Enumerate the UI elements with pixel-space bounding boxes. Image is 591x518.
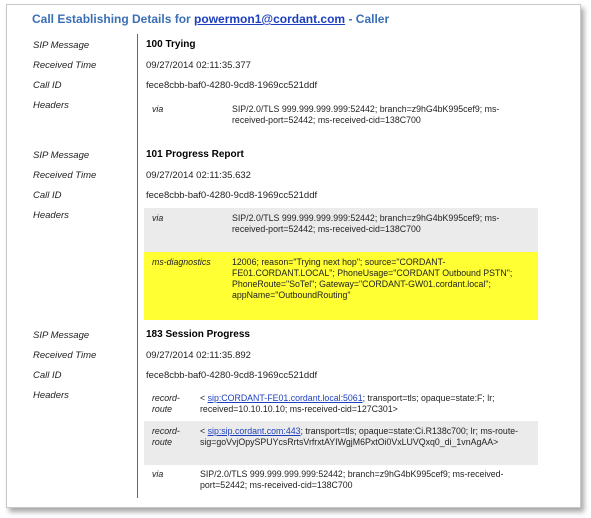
- header-key: via: [152, 104, 164, 114]
- call-id-value: fece8cbb-baf0-4280-9cd8-1969cc521ddf: [146, 370, 318, 381]
- header-key: record-route: [152, 393, 180, 414]
- header-value: < sip:CORDANT-FE01.cordant.local:5061; transport=tls; opaque=state:F; lr; received=10.10.10.10; ms-received-cid=127C301>: [200, 393, 495, 414]
- call-id-value: fece8cbb-baf0-4280-9cd8-1969cc521ddf: [146, 80, 318, 91]
- header-key: via: [152, 469, 164, 479]
- sip-message-value: 101 Progress Report: [146, 149, 244, 160]
- call-id-label: Call ID: [33, 80, 62, 91]
- call-id-label: Call ID: [33, 370, 62, 381]
- call-id-value: fece8cbb-baf0-4280-9cd8-1969cc521ddf: [146, 190, 318, 201]
- received-time-value: 09/27/2014 02:11:35.377: [146, 60, 251, 71]
- page-title: [32, 12, 389, 26]
- sip-message-label: SIP Message: [33, 330, 90, 341]
- column-divider: [137, 34, 138, 498]
- headers-label: Headers: [33, 100, 69, 111]
- headers-label: Headers: [33, 390, 69, 401]
- caller-email-link[interactable]: powermon1@cordant.com: [194, 12, 346, 26]
- received-time-value: 09/27/2014 02:11:35.632: [146, 170, 251, 181]
- headers-label: Headers: [33, 210, 69, 221]
- header-key: ms-diagnostics: [152, 257, 211, 267]
- title-prefix: Call Establishing Details for: [32, 12, 195, 26]
- header-value: 12006; reason="Trying next hop"; source="CORDANT-FE01.CORDANT.LOCAL"; PhoneUsage="CORDANT Outbound PSTN"; PhoneRoute="SoTel"; Gateway="CORDANT-GW01.cordant.local"; appName="OutboundRouting": [232, 257, 513, 300]
- sip-message-label: SIP Message: [33, 150, 90, 161]
- received-time-label: Received Time: [33, 170, 97, 181]
- header-value: < sip:sip.cordant.com:443; transport=tls; opaque=state:Ci.R138c700; lr; ms-route-sig=goVvjOpySPUYcsRrtsVrfrxtAYIWgjM6PxtOi0VxLUVQxq0_di_1vnAgAA>: [200, 426, 519, 447]
- received-time-value: 09/27/2014 02:11:35.892: [146, 350, 251, 361]
- received-time-label: Received Time: [33, 60, 97, 71]
- header-key: record-route: [152, 426, 180, 447]
- sip-message-value: 100 Trying: [146, 39, 196, 50]
- call-id-label: Call ID: [33, 190, 62, 201]
- received-time-label: Received Time: [33, 350, 97, 361]
- title-suffix: - Caller: [345, 12, 390, 26]
- header-value: SIP/2.0/TLS 999.999.999.999:52442; branch=z9hG4bK995cef9; ms-received-port=52442; ms-received-cid=138C700: [232, 213, 500, 234]
- header-key: via: [152, 213, 164, 223]
- sip-message-label: SIP Message: [33, 40, 90, 51]
- header-value: SIP/2.0/TLS 999.999.999.999:52442; branch=z9hG4bK995cef9; ms-received-port=52442; ms-received-cid=138C700: [200, 469, 504, 490]
- sip-message-value: 183 Session Progress: [146, 329, 250, 340]
- header-value: SIP/2.0/TLS 999.999.999.999:52442; branch=z9hG4bK995cef9; ms-received-port=52442; ms-received-cid=138C700: [232, 104, 500, 125]
- record-route-link[interactable]: sip:CORDANT-FE01.cordant.local:5061: [207, 393, 363, 403]
- record-route-link[interactable]: sip:sip.cordant.com:443: [207, 426, 301, 436]
